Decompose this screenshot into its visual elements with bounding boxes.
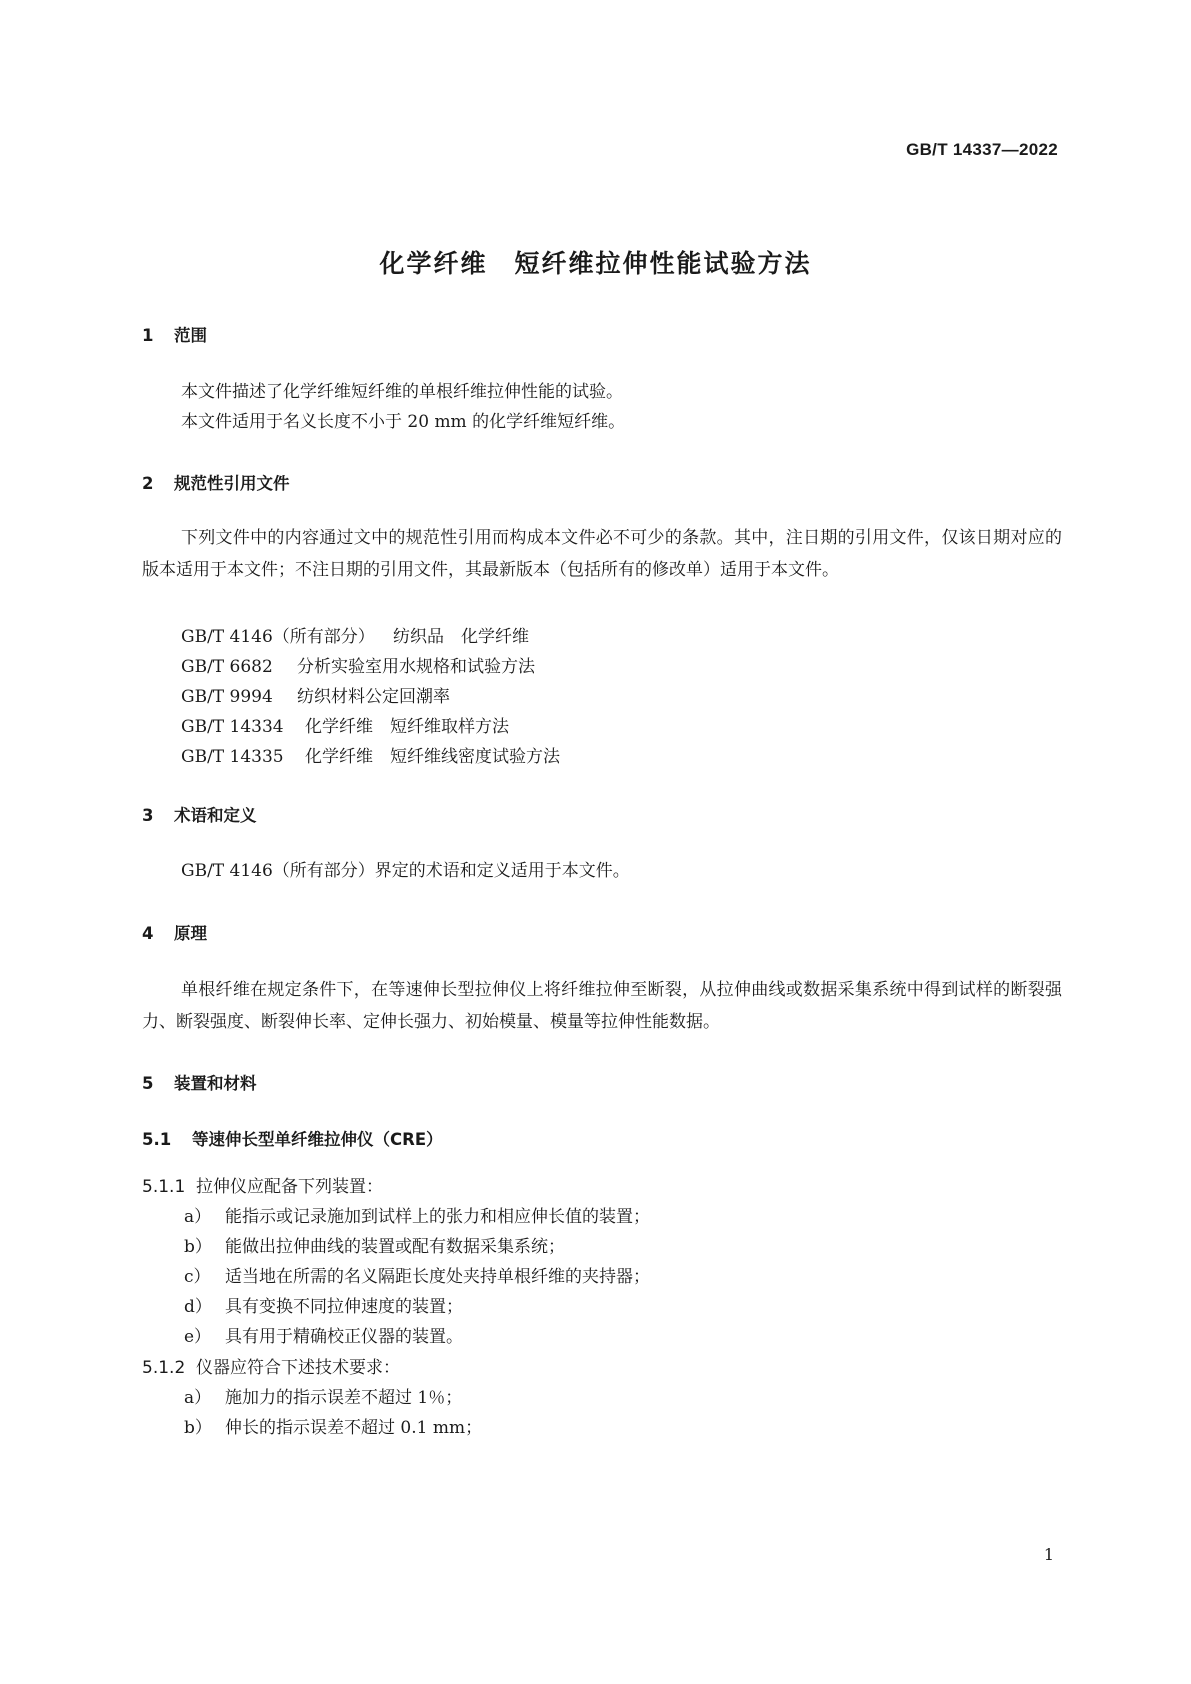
list-item-text: 伸长的指示误差不超过 0.1 mm； [225, 1418, 483, 1438]
list-item-text: 具有用于精确校正仪器的装置。 [225, 1327, 463, 1347]
section-title: 原理 [174, 924, 207, 943]
document-title: 化学纤维 短纤维拉伸性能试验方法 [379, 249, 812, 278]
list-marker: e） [184, 1327, 212, 1347]
section-heading-4 [142, 920, 207, 944]
reference-title: 化学纤维 短纤维取样方法 [305, 717, 509, 737]
reference-item [181, 742, 560, 767]
list-item [184, 1202, 650, 1227]
list-marker: a） [184, 1388, 212, 1408]
subsection-heading-5-1 [142, 1126, 443, 1150]
list-item [184, 1413, 482, 1438]
reference-title: 纺织品 化学纤维 [393, 627, 529, 647]
list-item [184, 1322, 463, 1347]
section-number: 4 [142, 924, 154, 943]
section-heading-3 [142, 802, 257, 826]
clause-5-1-2 [142, 1353, 400, 1378]
scope-paragraph-1: 本文件描述了化学纤维短纤维的单根纤维拉伸性能的试验。 [181, 382, 623, 402]
clause-5-1-1 [142, 1172, 383, 1197]
reference-item [181, 652, 535, 677]
reference-code: GB/T 6682 [181, 657, 273, 677]
list-item [184, 1292, 463, 1317]
page-number: 1 [1043, 1545, 1054, 1564]
section-number: 1 [142, 326, 154, 345]
list-marker: c） [184, 1267, 211, 1287]
terms-paragraph: GB/T 4146（所有部分）界定的术语和定义适用于本文件。 [181, 861, 630, 881]
section-heading-5 [142, 1070, 257, 1094]
section-number: 2 [142, 474, 154, 493]
subsection-number: 5.1 [142, 1130, 172, 1149]
principle-text: 单根纤维在规定条件下，在等速伸长型拉伸仪上将纤维拉伸至断裂，从拉伸曲线或数据采集系统中得到试样的断裂强力、断裂强度、断裂伸长率、定伸长强力、初始模量、模量等拉伸性能数据。 [142, 980, 1062, 1032]
standard-code: GB/T 14337—2022 [906, 140, 1058, 159]
reference-item [181, 712, 509, 737]
principle-paragraph [142, 974, 1062, 1038]
section-heading-2 [142, 470, 290, 494]
normative-intro [142, 522, 1062, 586]
reference-code: GB/T 4146（所有部分） [181, 627, 375, 647]
list-item-text: 能做出拉伸曲线的装置或配有数据采集系统； [225, 1237, 565, 1257]
list-item [184, 1383, 462, 1408]
clause-number: 5.1.1 [142, 1177, 186, 1197]
section-number: 3 [142, 806, 154, 825]
list-item-text: 适当地在所需的名义隔距长度处夹持单根纤维的夹持器； [225, 1267, 650, 1287]
clause-number: 5.1.2 [142, 1358, 186, 1378]
list-marker: d） [184, 1297, 212, 1317]
list-item [184, 1262, 650, 1287]
clause-text: 仪器应符合下述技术要求： [196, 1358, 400, 1378]
reference-item [181, 682, 450, 707]
section-number: 5 [142, 1074, 154, 1093]
list-marker: b） [184, 1418, 212, 1438]
scope-paragraph-2: 本文件适用于名义长度不小于 20 mm 的化学纤维短纤维。 [181, 412, 626, 432]
reference-item [181, 622, 529, 647]
list-marker: a） [184, 1207, 212, 1227]
normative-intro-text: 下列文件中的内容通过文中的规范性引用而构成本文件必不可少的条款。其中，注日期的引用文件，仅该日期对应的版本适用于本文件；不注日期的引用文件，其最新版本（包括所有的修改单）适用于本文件。 [142, 528, 1062, 580]
reference-code: GB/T 14334 [181, 717, 284, 737]
reference-title: 分析实验室用水规格和试验方法 [297, 657, 535, 677]
section-heading-1 [142, 322, 207, 346]
list-marker: b） [184, 1237, 212, 1257]
section-title: 术语和定义 [174, 806, 257, 825]
subsection-title: 等速伸长型单纤维拉伸仪（CRE） [192, 1130, 443, 1149]
list-item-text: 施加力的指示误差不超过 1％； [225, 1388, 463, 1408]
list-item [184, 1232, 565, 1257]
reference-title: 化学纤维 短纤维线密度试验方法 [305, 747, 560, 767]
clause-text: 拉伸仪应配备下列装置： [196, 1177, 383, 1197]
section-title: 范围 [174, 326, 207, 345]
section-title: 规范性引用文件 [174, 474, 290, 493]
reference-code: GB/T 9994 [181, 687, 273, 707]
list-item-text: 具有变换不同拉伸速度的装置； [225, 1297, 463, 1317]
section-title: 装置和材料 [174, 1074, 257, 1093]
reference-code: GB/T 14335 [181, 747, 284, 767]
reference-title: 纺织材料公定回潮率 [297, 687, 450, 707]
list-item-text: 能指示或记录施加到试样上的张力和相应伸长值的装置； [225, 1207, 650, 1227]
